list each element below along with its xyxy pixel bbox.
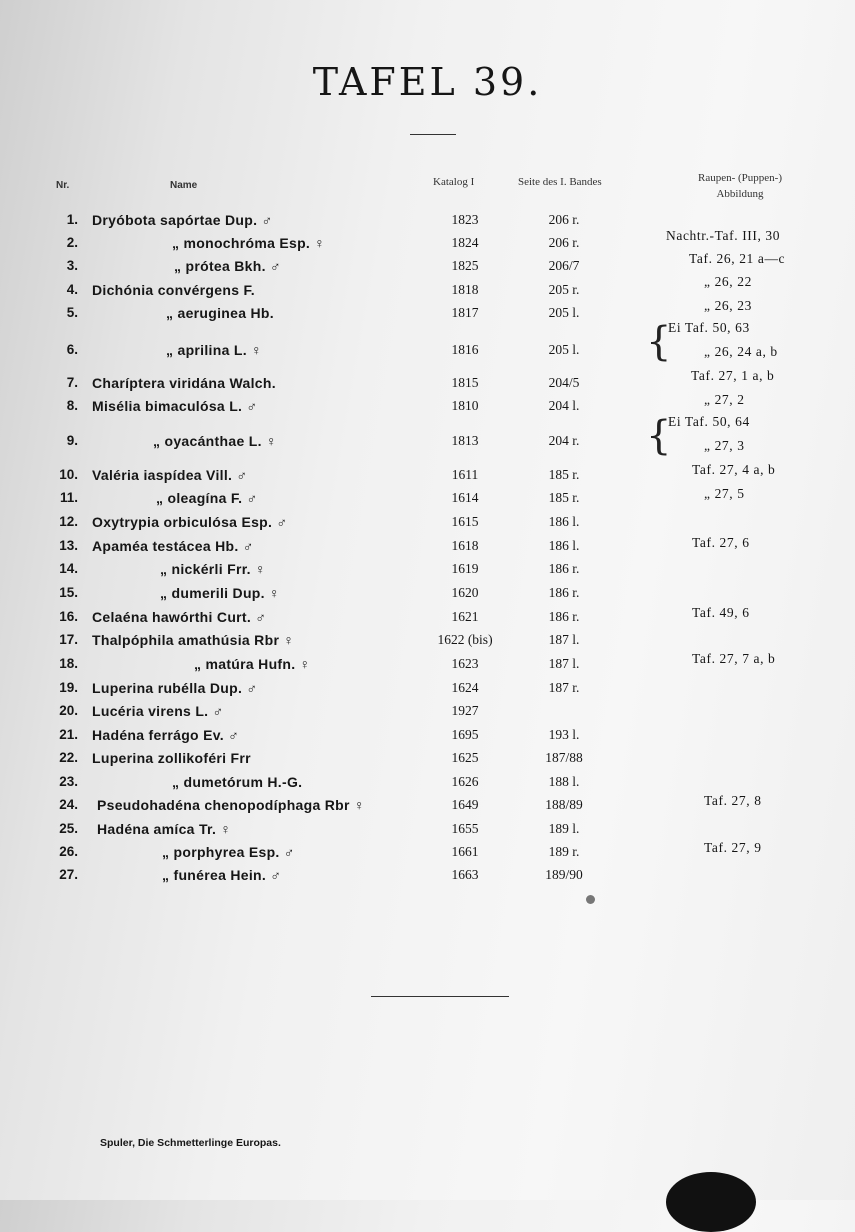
species-name: Oxytrypia orbiculósa Esp. ♂ xyxy=(92,514,288,530)
row-number: 1. xyxy=(66,212,78,227)
katalog-number: 1661 xyxy=(451,844,479,859)
page-reference: 186 r. xyxy=(548,585,580,600)
species-name: „ oyacánthae L. ♀ xyxy=(153,433,277,449)
page-reference: 189/90 xyxy=(545,867,583,882)
page-reference: 187 l. xyxy=(548,632,580,647)
species-name: Apaméa testácea Hb. ♂ xyxy=(92,538,254,554)
row-number: 7. xyxy=(66,375,78,390)
katalog-number: 1663 xyxy=(451,867,479,882)
illustration-reference: „ 27, 5 xyxy=(704,486,745,501)
species-name: Charíptera viridána Walch. xyxy=(92,375,276,391)
illustration-reference: Taf. 27, 8 xyxy=(704,793,762,808)
katalog-number: 1615 xyxy=(451,514,479,529)
row-number: 18. xyxy=(59,656,78,671)
row-number: 23. xyxy=(59,774,78,789)
katalog-number: 1623 xyxy=(451,656,479,671)
species-name: „ oleagína F. ♂ xyxy=(156,490,258,506)
page-reference: 204 r. xyxy=(548,433,580,448)
katalog-number: 1614 xyxy=(451,490,479,505)
row-number: 3. xyxy=(66,258,78,273)
species-name: „ prótea Bkh. ♂ xyxy=(174,258,281,274)
illustration-reference: Taf. 27, 7 a, b xyxy=(692,651,776,666)
species-name: „ dumerili Dup. ♀ xyxy=(160,585,280,601)
page-reference: 186 l. xyxy=(548,538,580,553)
row-number: 15. xyxy=(59,585,78,600)
header-seite: Seite des I. Bandes xyxy=(518,176,602,188)
katalog-number: 1655 xyxy=(451,821,479,836)
katalog-number: 1621 xyxy=(451,609,479,624)
illustration-reference: „ 26, 22 xyxy=(704,274,752,289)
species-name: „ matúra Hufn. ♀ xyxy=(194,656,311,672)
katalog-number: 1695 xyxy=(451,727,479,742)
page-reference: 186 l. xyxy=(548,514,580,529)
katalog-number: 1624 xyxy=(451,680,479,695)
species-name: „ aeruginea Hb. xyxy=(166,305,274,321)
katalog-number: 1622 (bis) xyxy=(437,632,493,647)
illustration-reference: Ei Taf. 50, 63 xyxy=(668,320,750,335)
page-reference: 206/7 xyxy=(548,258,580,273)
row-number: 13. xyxy=(59,538,78,553)
katalog-number: 1619 xyxy=(451,561,479,576)
header-abbildung xyxy=(682,170,798,202)
row-number: 27. xyxy=(59,867,78,882)
katalog-number: 1816 xyxy=(451,342,479,357)
species-name: Dichónia convérgens F. xyxy=(92,282,255,298)
katalog-number: 1649 xyxy=(451,797,479,812)
row-number: 17. xyxy=(59,632,78,647)
row-number: 8. xyxy=(66,398,78,413)
species-name: „ aprilina L. ♀ xyxy=(166,342,262,358)
page-reference: 204 l. xyxy=(548,398,580,413)
illustration-reference: Taf. 27, 1 a, b xyxy=(691,368,775,383)
row-number: 26. xyxy=(59,844,78,859)
species-name: Pseudohadéna chenopodíphaga Rbr ♀ xyxy=(97,797,365,813)
page-reference: 206 r. xyxy=(548,235,580,250)
katalog-number: 1823 xyxy=(451,212,479,227)
page-reference: 185 r. xyxy=(548,467,580,482)
row-number: 21. xyxy=(59,727,78,742)
katalog-number: 1825 xyxy=(451,258,479,273)
species-name: Misélia bimaculósa L. ♂ xyxy=(92,398,258,414)
page-reference: 193 l. xyxy=(548,727,580,742)
illustration-reference: Taf. 27, 4 a, b xyxy=(692,462,776,477)
page-reference: 189 r. xyxy=(548,844,580,859)
illustration-reference: „ 27, 3 xyxy=(704,438,745,453)
illustration-reference: Taf. 26, 21 a—c xyxy=(689,251,786,266)
katalog-number: 1810 xyxy=(451,398,479,413)
header-katalog: Katalog I xyxy=(433,176,475,188)
species-name: Valéria iaspídea Vill. ♂ xyxy=(92,467,248,483)
page-reference: 187 r. xyxy=(548,680,580,695)
page-reference: 187/88 xyxy=(545,750,583,765)
katalog-number: 1818 xyxy=(451,282,479,297)
illustration-reference: „ 26, 24 a, b xyxy=(704,344,778,359)
page-reference: 186 r. xyxy=(548,609,580,624)
species-name: „ funérea Hein. ♂ xyxy=(162,867,282,883)
page-reference: 205 r. xyxy=(548,282,580,297)
row-number: 4. xyxy=(66,282,78,297)
page-reference: 185 r. xyxy=(548,490,580,505)
row-number: 14. xyxy=(59,561,78,576)
species-name: „ porphyrea Esp. ♂ xyxy=(162,844,295,860)
row-number: 19. xyxy=(59,680,78,695)
header-nr: Nr. xyxy=(56,180,70,191)
illustration-reference: Taf. 27, 9 xyxy=(704,840,762,855)
illustration-reference: Ei Taf. 50, 64 xyxy=(668,414,750,429)
page-reference: 189 l. xyxy=(548,821,580,836)
illustration-reference: „ 27, 2 xyxy=(704,392,745,407)
katalog-number: 1620 xyxy=(451,585,479,600)
species-name: Dryóbota sapórtae Dup. ♂ xyxy=(92,212,273,228)
species-name: „ monochróma Esp. ♀ xyxy=(172,235,326,251)
page-reference: 188/89 xyxy=(545,797,583,812)
title-rule xyxy=(410,134,456,135)
species-name: Luperina rubélla Dup. ♂ xyxy=(92,680,258,696)
row-number: 16. xyxy=(59,609,78,624)
katalog-number: 1618 xyxy=(451,538,479,553)
species-name: Hadéna amíca Tr. ♀ xyxy=(97,821,232,837)
species-name: Lucéria virens L. ♂ xyxy=(92,703,224,719)
katalog-number: 1611 xyxy=(451,467,479,482)
row-number: 22. xyxy=(59,750,78,765)
brace-row-9: { xyxy=(646,413,672,459)
katalog-number: 1824 xyxy=(451,235,479,250)
katalog-number: 1817 xyxy=(451,305,479,320)
page-reference: 186 r. xyxy=(548,561,580,576)
page-reference: 187 l. xyxy=(548,656,580,671)
species-name: „ nickérli Frr. ♀ xyxy=(160,561,266,577)
end-rule xyxy=(371,996,509,997)
page-title: TAFEL 39. xyxy=(312,60,543,104)
katalog-number: 1625 xyxy=(451,750,479,765)
brace-row-6: { xyxy=(646,319,672,365)
species-name: Hadéna ferrágo Ev. ♂ xyxy=(92,727,239,743)
row-number: 11. xyxy=(59,490,78,505)
katalog-number: 1813 xyxy=(451,433,479,448)
illustration-reference: Nachtr.-Taf. III, 30 xyxy=(666,228,781,243)
page-reference: 205 l. xyxy=(548,342,580,357)
corner-blot xyxy=(666,1172,756,1232)
row-number: 24. xyxy=(59,797,78,812)
header-name: Name xyxy=(170,180,198,191)
row-number: 10. xyxy=(59,467,78,482)
footer-credit: Spuler, Die Schmetterlinge Europas. xyxy=(100,1137,281,1149)
species-name: „ dumetórum H.-G. xyxy=(172,774,303,790)
illustration-reference: Taf. 49, 6 xyxy=(692,605,750,620)
katalog-number: 1815 xyxy=(451,375,479,390)
katalog-number: 1626 xyxy=(451,774,479,789)
species-name: Celaéna hawórthi Curt. ♂ xyxy=(92,609,267,625)
row-number: 6. xyxy=(66,342,78,357)
page-reference: 206 r. xyxy=(548,212,580,227)
row-number: 25. xyxy=(59,821,78,836)
row-number: 20. xyxy=(59,703,78,718)
ink-dot xyxy=(586,895,595,904)
illustration-reference: Taf. 27, 6 xyxy=(692,535,750,550)
header-abbildung-line2: Abbildung xyxy=(716,188,764,200)
page-reference: 188 l. xyxy=(548,774,580,789)
row-number: 12. xyxy=(59,514,78,529)
illustration-reference: „ 26, 23 xyxy=(704,298,752,313)
row-number: 2. xyxy=(66,235,78,250)
row-number: 9. xyxy=(66,433,78,448)
species-name: Luperina zollikoféri Frr xyxy=(92,750,251,766)
page-reference: 204/5 xyxy=(548,375,580,390)
species-name: Thalpóphila amathúsia Rbr ♀ xyxy=(92,632,295,648)
katalog-number: 1927 xyxy=(451,703,479,718)
row-number: 5. xyxy=(66,305,78,320)
page-reference: 205 l. xyxy=(548,305,580,320)
header-abbildung-line1: Raupen- (Puppen-) xyxy=(697,172,782,184)
